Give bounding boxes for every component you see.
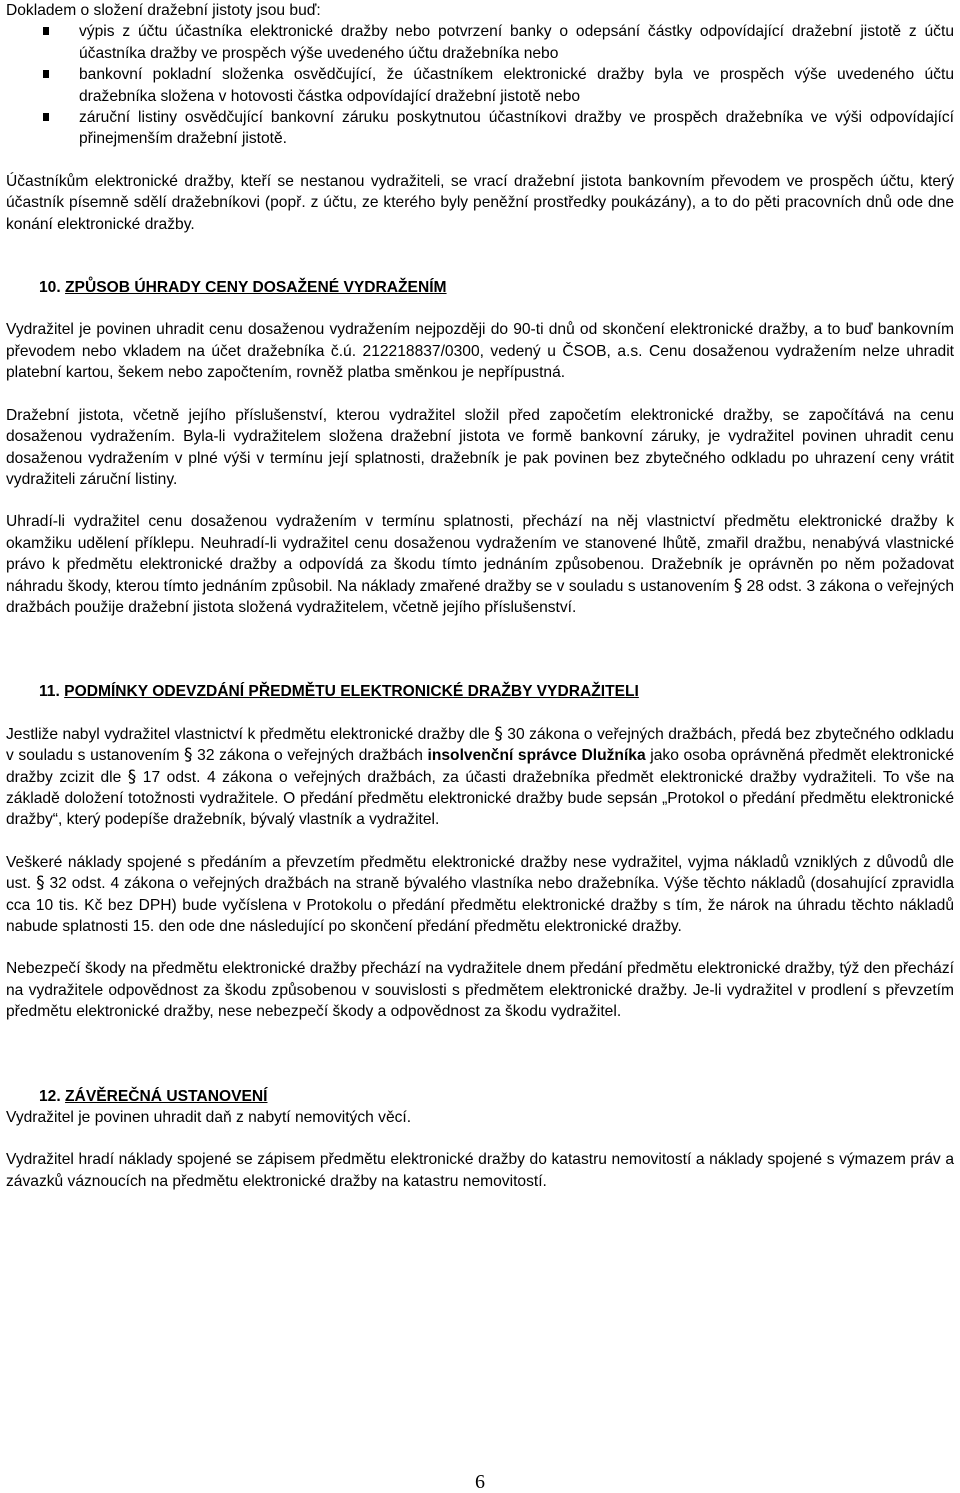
section-title: PODMÍNKY ODEVZDÁNÍ PŘEDMĚTU ELEKTRONICKÉ DRAŽBY VYDRAŽITELI — [64, 683, 639, 701]
paragraph-symbol: § — [733, 575, 743, 596]
square-bullet-icon — [43, 27, 49, 35]
section-10-paragraph-3 — [6, 511, 954, 618]
text-run: 17 odst. 4 zákona o veřejných dražbách, za účasti dražebníka předmět elektronické dražby vydražiteli. To vše na základě doložení totožnosti vydražitele. O předání předmětu elektronické dražby bude sepsán „Protokol o předání předmětu elektronické dražby“, který podepíše dražebník, bývalý vlastník a vydražitel. — [6, 768, 954, 829]
section-10-paragraph-2: Dražební jistota, včetně jejího příslušenství, kterou vydražitel složil před započetím elektronické dražby, se započítává na cenu dosaženou vydražením. Byla-li vydražitelem složena dražební jistota ve formě bankovní záruky, je vydražitel povinen uhradit cenu dosaženou vydražením v plné výši v termínu její splatnosti, dražebník je pak povinen bez zbytečného odkladu po uhrazení ceny vrátit vydražiteli záruční listiny. — [6, 406, 954, 488]
list-item-text: bankovní pokladní složenka osvědčující, že účastníkem elektronické dražby byla ve prospěch výše uvedeného účtu dražebníka složena v hotovosti částka odpovídající dražební jistotě nebo — [79, 66, 954, 105]
list-item-text: záruční listiny osvědčující bankovní záruku poskytnutou účastníkovi dražby ve prospěch dražebníka ve výši odpovídající přinejmenším dražební jistotě. — [79, 109, 954, 148]
section-number: 12. — [39, 1087, 61, 1105]
square-bullet-icon — [43, 70, 49, 78]
square-bullet-icon — [43, 113, 49, 121]
section-number: 10. — [39, 279, 61, 297]
document-page — [6, 0, 954, 1192]
list-item — [6, 64, 954, 107]
text-run: 28 odst. 3 zákona o veřejných dražbách použije dražební jistota složená vydražitelem, včetně jejího příslušenství. — [6, 577, 954, 616]
paragraph-symbol: § — [127, 766, 137, 787]
list-item — [6, 107, 954, 150]
section-12-paragraph-1: Vydražitel je povinen uhradit daň z nabytí nemovitých věcí. — [6, 1109, 412, 1127]
page-number: 6 — [475, 1471, 485, 1493]
section-10-paragraph-1: Vydražitel je povinen uhradit cenu dosaženou vydražením nejpozději do 90-ti dnů od skončení elektronické dražby, a to buď bankovním převodem nebo vkladem na účet dražebníka č.ú. 212218837/0300, vedený u ČSOB, a.s. Cenu dosaženou vydražením nelze uhradit platební kartou, šekem nebo započtením, rovněž platba směnkou je nepřípustná. — [6, 321, 954, 382]
text-run: Uhradí-li vydražitel cenu dosaženou vydražením v termínu splatnosti, přechází na něj vlastnictví předmětu elektronické dražby k okamžiku udělení příklepu. Neuhradí-li vydražitel cenu dosaženou vydražením ve stanovené lhůtě, zmařil dražbu, nenabývá vlastnické právo k předmětu elektronické dražby a odpovídá za škodu tímto jednáním způsobenou. Dražebník je oprávněn po něm požadovat náhradu škody, kterou tímto jednáním způsobil. Na náklady zmařené dražby se v souladu s ustanovením — [6, 513, 954, 595]
section-number: 11. — [39, 683, 60, 701]
section-11-heading — [6, 681, 954, 702]
paragraph-symbol: § — [36, 873, 45, 894]
paragraph-symbol: § — [494, 723, 503, 744]
section-11-paragraph-2 — [6, 852, 954, 938]
text-run: jako osoba oprávněná předmět elektronické dražby zcizit dle — [6, 747, 954, 786]
section-title: ZÁVĚREČNÁ USTANOVENÍ — [65, 1087, 268, 1105]
text-run: Veškeré náklady spojené s předáním a převzetím předmětu elektronické dražby nese vydražitel, vyjma nákladů vzniklých z důvodů dle ust. — [6, 853, 954, 893]
text-run: 30 zákona o veřejných dražbách, předá bez zbytečného odkladu v souladu s ustanovením — [6, 725, 954, 765]
list-item-text: výpis z účtu účastníka elektronické dražby nebo potvrzení banky o odepsání částky odpovídající dražební jistotě z účtu účastníka dražby ve prospěch výše uvedeného účtu dražebníka nebo — [79, 23, 954, 62]
text-run: Jestliže nabyl vydražitel vlastnictví k předmětu elektronické dražby dle — [6, 725, 495, 743]
text-run: 32 zákona o veřejných dražbách — [192, 747, 428, 765]
insolvency-administrator-label: insolvenční správce Dlužníka — [427, 747, 646, 765]
refund-paragraph: Účastníkům elektronické dražby, kteří se nestanou vydražiteli, se vrací dražební jistota bankovním převodem ve prospěch účtu, který účastník písemně sdělí dražebníkovi (popř. z účtu, ze kterého byly peněžní prostředky poukázány), a to do pěti pracovních dnů ode dne konání elektronické dražby. — [6, 172, 954, 233]
jistota-proof-list — [6, 21, 954, 149]
section-12-paragraph-2: Vydražitel hradí náklady spojené se zápisem předmětu elektronické dražby do katastru nemovitostí a náklady spojené s výmazem práv a závazků váznoucích na předmětu elektronické dražby na katastru nemovitostí. — [6, 1151, 954, 1190]
section-11-paragraph-3: Nebezpečí škody na předmětu elektronické dražby přechází na vydražitele dnem předání předmětu elektronické dražby, týž den přechází na vydražitele odpovědnost za škodu způsobenou v souvislosti s předmětem elektronické dražby. Je-li vydražitel v prodlení s převzetím předmětu elektronické dražby, nese nebezpečí škody a odpovědnost za škodu vydražitel. — [6, 960, 954, 1021]
section-title: ZPŮSOB ÚHRADY CENY DOSAŽENÉ VYDRAŽENÍM — [65, 279, 447, 297]
text-run: 32 odst. 4 zákona o veřejných dražbách na straně bývalého vlastníka nebo dražebníka. Výše těchto nákladů (dosahující zpravidla cca 10 tis. Kč bez DPH) bude vyčíslena v Protokolu o předání předmětu elektronické dražby s tím, že nárok na úhradu těchto nákladů nabude splatnosti 15. den ode dne následující po skončení předání předmětu elektronické dražby. — [6, 875, 954, 935]
section-10-heading — [6, 277, 954, 298]
section-11-paragraph-1 — [6, 724, 954, 831]
jistota-intro: Dokladem o složení dražební jistoty jsou buď: — [6, 2, 321, 19]
list-item — [6, 21, 954, 64]
paragraph-symbol: § — [184, 745, 193, 766]
section-12-heading — [6, 1086, 954, 1107]
